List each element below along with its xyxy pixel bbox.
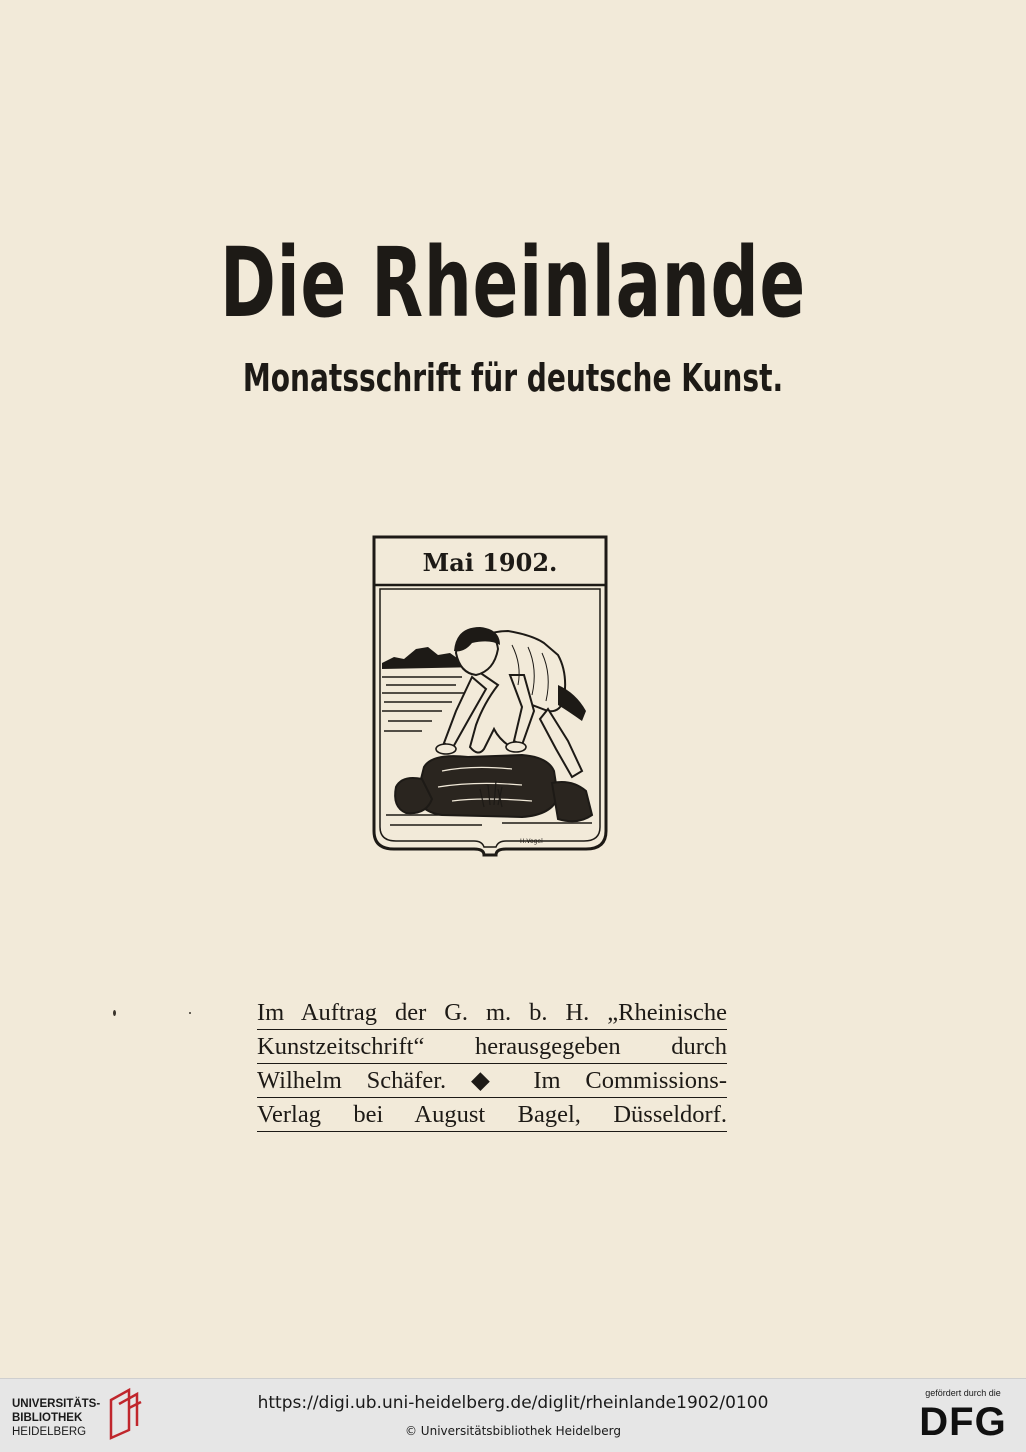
viewer-footer [0, 1378, 1026, 1452]
page-url-link[interactable]: https://digi.ub.uni-heidelberg.de/diglit/rheinlande1902/0100 [257, 1393, 769, 1413]
imprint-line: Kunstzeitschrift“ herausgegeben durch [257, 1030, 727, 1064]
journal-subtitle: Monatsschrift für deutsche Kunst. [242, 356, 784, 400]
illustrator-signature: H.Vogel [520, 838, 543, 845]
dfg-logo[interactable]: DFG [919, 1400, 1007, 1444]
funding-label: gefördert durch die [925, 1388, 1001, 1398]
journal-title: Die Rheinlande [219, 227, 807, 339]
imprint-line: Im Auftrag der G. m. b. H. „Rheinische [257, 996, 727, 1030]
scan-speck [189, 1012, 191, 1014]
scan-speck [113, 1010, 116, 1016]
imprint-line: Verlag bei August Bagel, Düsseldorf. [257, 1098, 727, 1132]
imprint-line: Wilhelm Schäfer. ◆ Im Commissions- [257, 1064, 727, 1098]
library-name-line3: HEIDELBERG [12, 1426, 87, 1438]
shield-emblem [372, 535, 608, 857]
copyright-notice: © Universitätsbibliothek Heidelberg [404, 1424, 621, 1438]
issue-date: Mai 1902. [422, 548, 558, 577]
imprint-block [257, 996, 727, 1132]
library-name-line2: BIBLIOTHEK [12, 1412, 83, 1424]
library-name-line1: UNIVERSITÄTS- [12, 1398, 101, 1410]
